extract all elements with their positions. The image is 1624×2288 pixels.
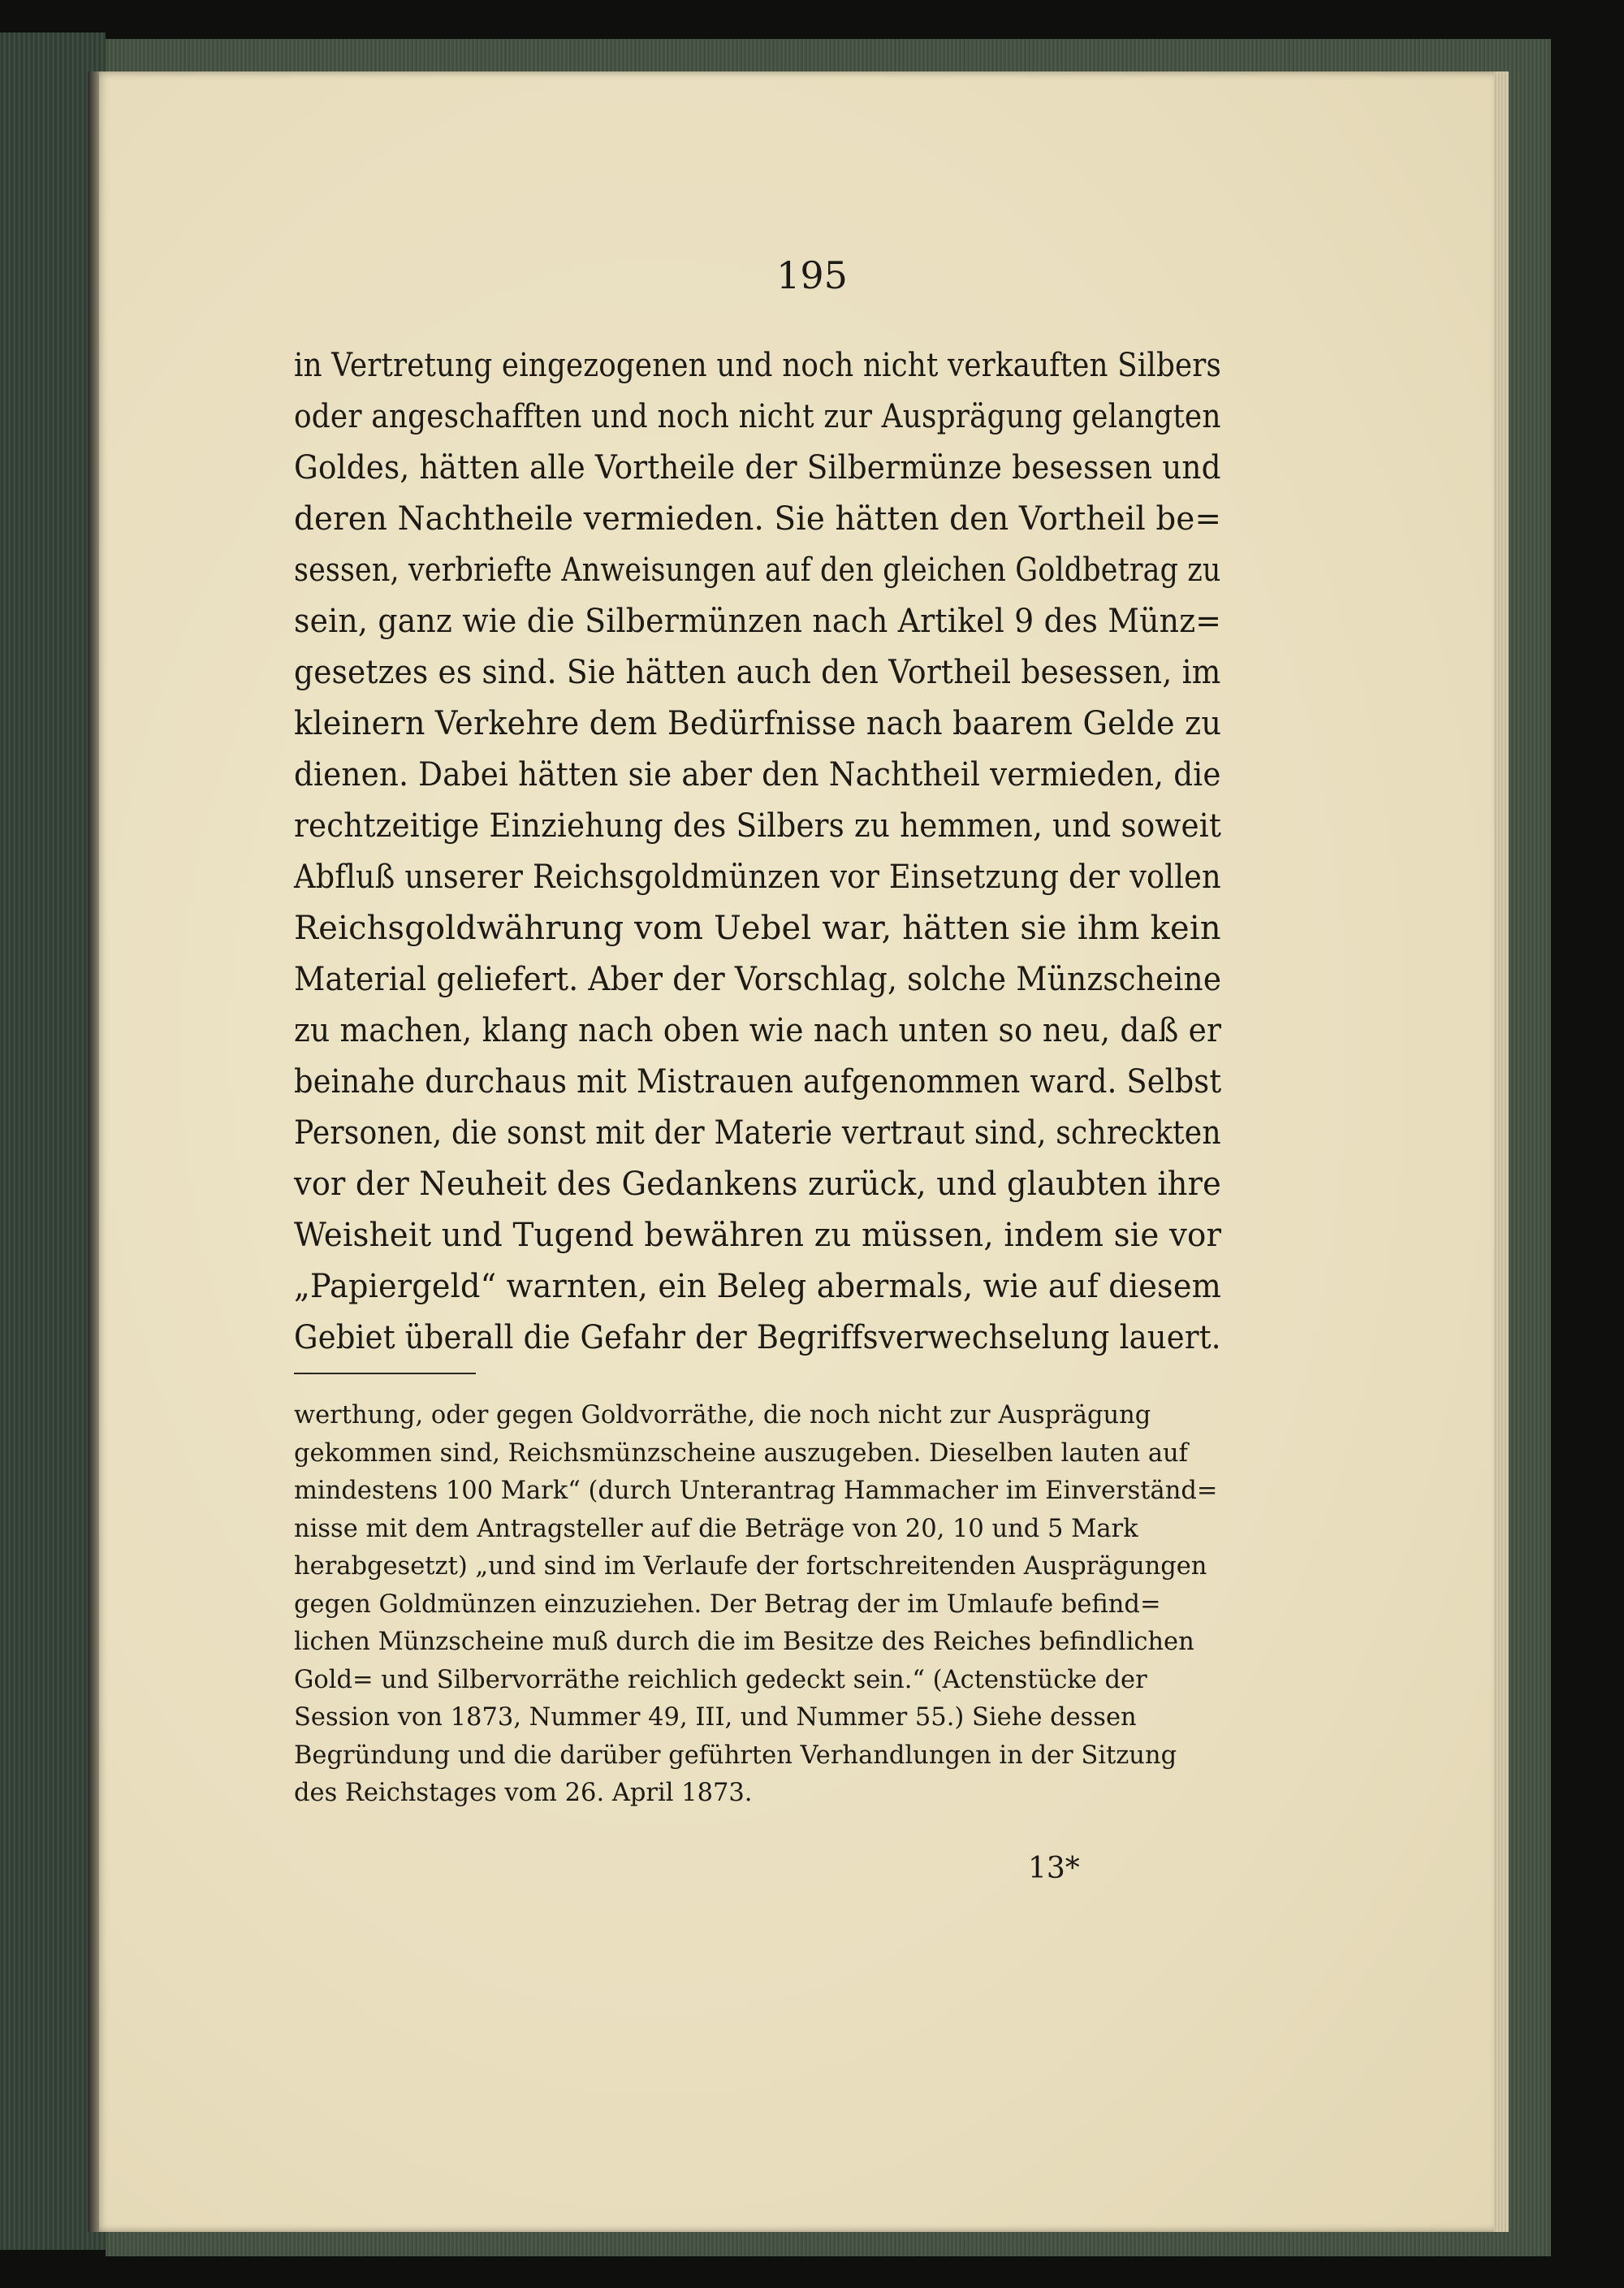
text-line: Reichsgoldwährung vom Uebel war, hätten sie ihm kein xyxy=(294,908,1221,947)
text-line: kleinern Verkehre dem Bedürfnisse nach baarem Gelde zu xyxy=(294,703,1222,742)
text-line: rechtzeitige Einziehung des Silbers zu hemmen, und soweit xyxy=(294,806,1221,845)
text-line: Goldes, hätten alle Vortheile der Silbermünze besessen und xyxy=(294,448,1221,487)
footnote-line: nisse mit dem Antragsteller auf die Beträge von 20, 10 und 5 Mark xyxy=(294,1514,1138,1543)
footnote-line: Begründung und die darüber geführten Verhandlungen in der Sitzung xyxy=(294,1741,1177,1770)
text-line: Material geliefert. Aber der Vorschlag, solche Münzscheine xyxy=(294,959,1222,998)
main-text xyxy=(294,340,1221,1363)
footnote-line: Session von 1873, Nummer 49, III, und Nummer 55.) Siehe dessen xyxy=(294,1703,1137,1732)
text-line: sessen, verbriefte Anweisungen auf den gleichen Goldbetrag zu xyxy=(294,550,1221,589)
text-line: zu machen, klang nach oben wie nach unten so neu, daß er xyxy=(294,1010,1222,1049)
book-gutter xyxy=(88,71,99,2232)
text-line: gesetzes es sind. Sie hätten auch den Vortheil besessen, im xyxy=(294,652,1221,691)
text-line: vor der Neuheit des Gedankens zurück, und glaubten ihre xyxy=(294,1164,1221,1203)
page-edges xyxy=(1494,71,1509,2232)
text-line: „Papiergeld“ warnten, ein Beleg abermals, wie auf diesem xyxy=(294,1266,1221,1305)
footnote-rule xyxy=(294,1373,476,1374)
footnote-line: mindestens 100 Mark“ (durch Unterantrag Hammacher im Einverständ= xyxy=(294,1477,1218,1505)
page-number: 195 xyxy=(776,253,848,297)
footnote-line: Gold= und Silbervorräthe reichlich gedeckt sein.“ (Actenstücke der xyxy=(294,1665,1147,1694)
footnote-line: werthung, oder gegen Goldvorräthe, die noch nicht zur Ausprägung xyxy=(294,1401,1151,1429)
footnote-line: gegen Goldmünzen einzuziehen. Der Betrag der im Umlaufe befind= xyxy=(294,1589,1161,1619)
text-line: deren Nachtheile vermieden. Sie hätten den Vortheil be= xyxy=(294,499,1222,538)
text-line: dienen. Dabei hätten sie aber den Nachtheil vermieden, die xyxy=(294,755,1221,794)
footnote xyxy=(294,1397,1221,1813)
footnote-line: des Reichstages vom 26. April 1873. xyxy=(294,1779,753,1807)
text-line: Gebiet überall die Gefahr der Begriffsverwechselung lauert. xyxy=(294,1317,1221,1356)
text-line: sein, ganz wie die Silbermünzen nach Artikel 9 des Münz= xyxy=(294,601,1222,640)
text-line: in Vertretung eingezogenen und noch nicht verkauften Silbers xyxy=(294,345,1222,384)
text-line: beinahe durchaus mit Mistrauen aufgenommen ward. Selbst xyxy=(294,1062,1222,1101)
text-line: Abfluß unserer Reichsgoldmünzen vor Einsetzung der vollen xyxy=(294,857,1221,896)
footnote-line: lichen Münzscheine muß durch die im Besitze des Reiches befindlichen xyxy=(294,1628,1194,1656)
text-line: Weisheit und Tugend bewähren zu müssen, indem sie vor xyxy=(294,1215,1222,1254)
footnote-line: herabgesetzt) „und sind im Verlaufe der fortschreitenden Ausprägungen xyxy=(294,1552,1207,1581)
signature-mark: 13* xyxy=(1028,1852,1080,1885)
text-line: oder angeschafften und noch nicht zur Ausprägung gelangten xyxy=(294,396,1221,435)
footnote-line: gekommen sind, Reichsmünzscheine auszugeben. Dieselben lauten auf xyxy=(294,1438,1188,1468)
text-line: Personen, die sonst mit der Materie vertraut sind, schreckten xyxy=(294,1113,1221,1152)
